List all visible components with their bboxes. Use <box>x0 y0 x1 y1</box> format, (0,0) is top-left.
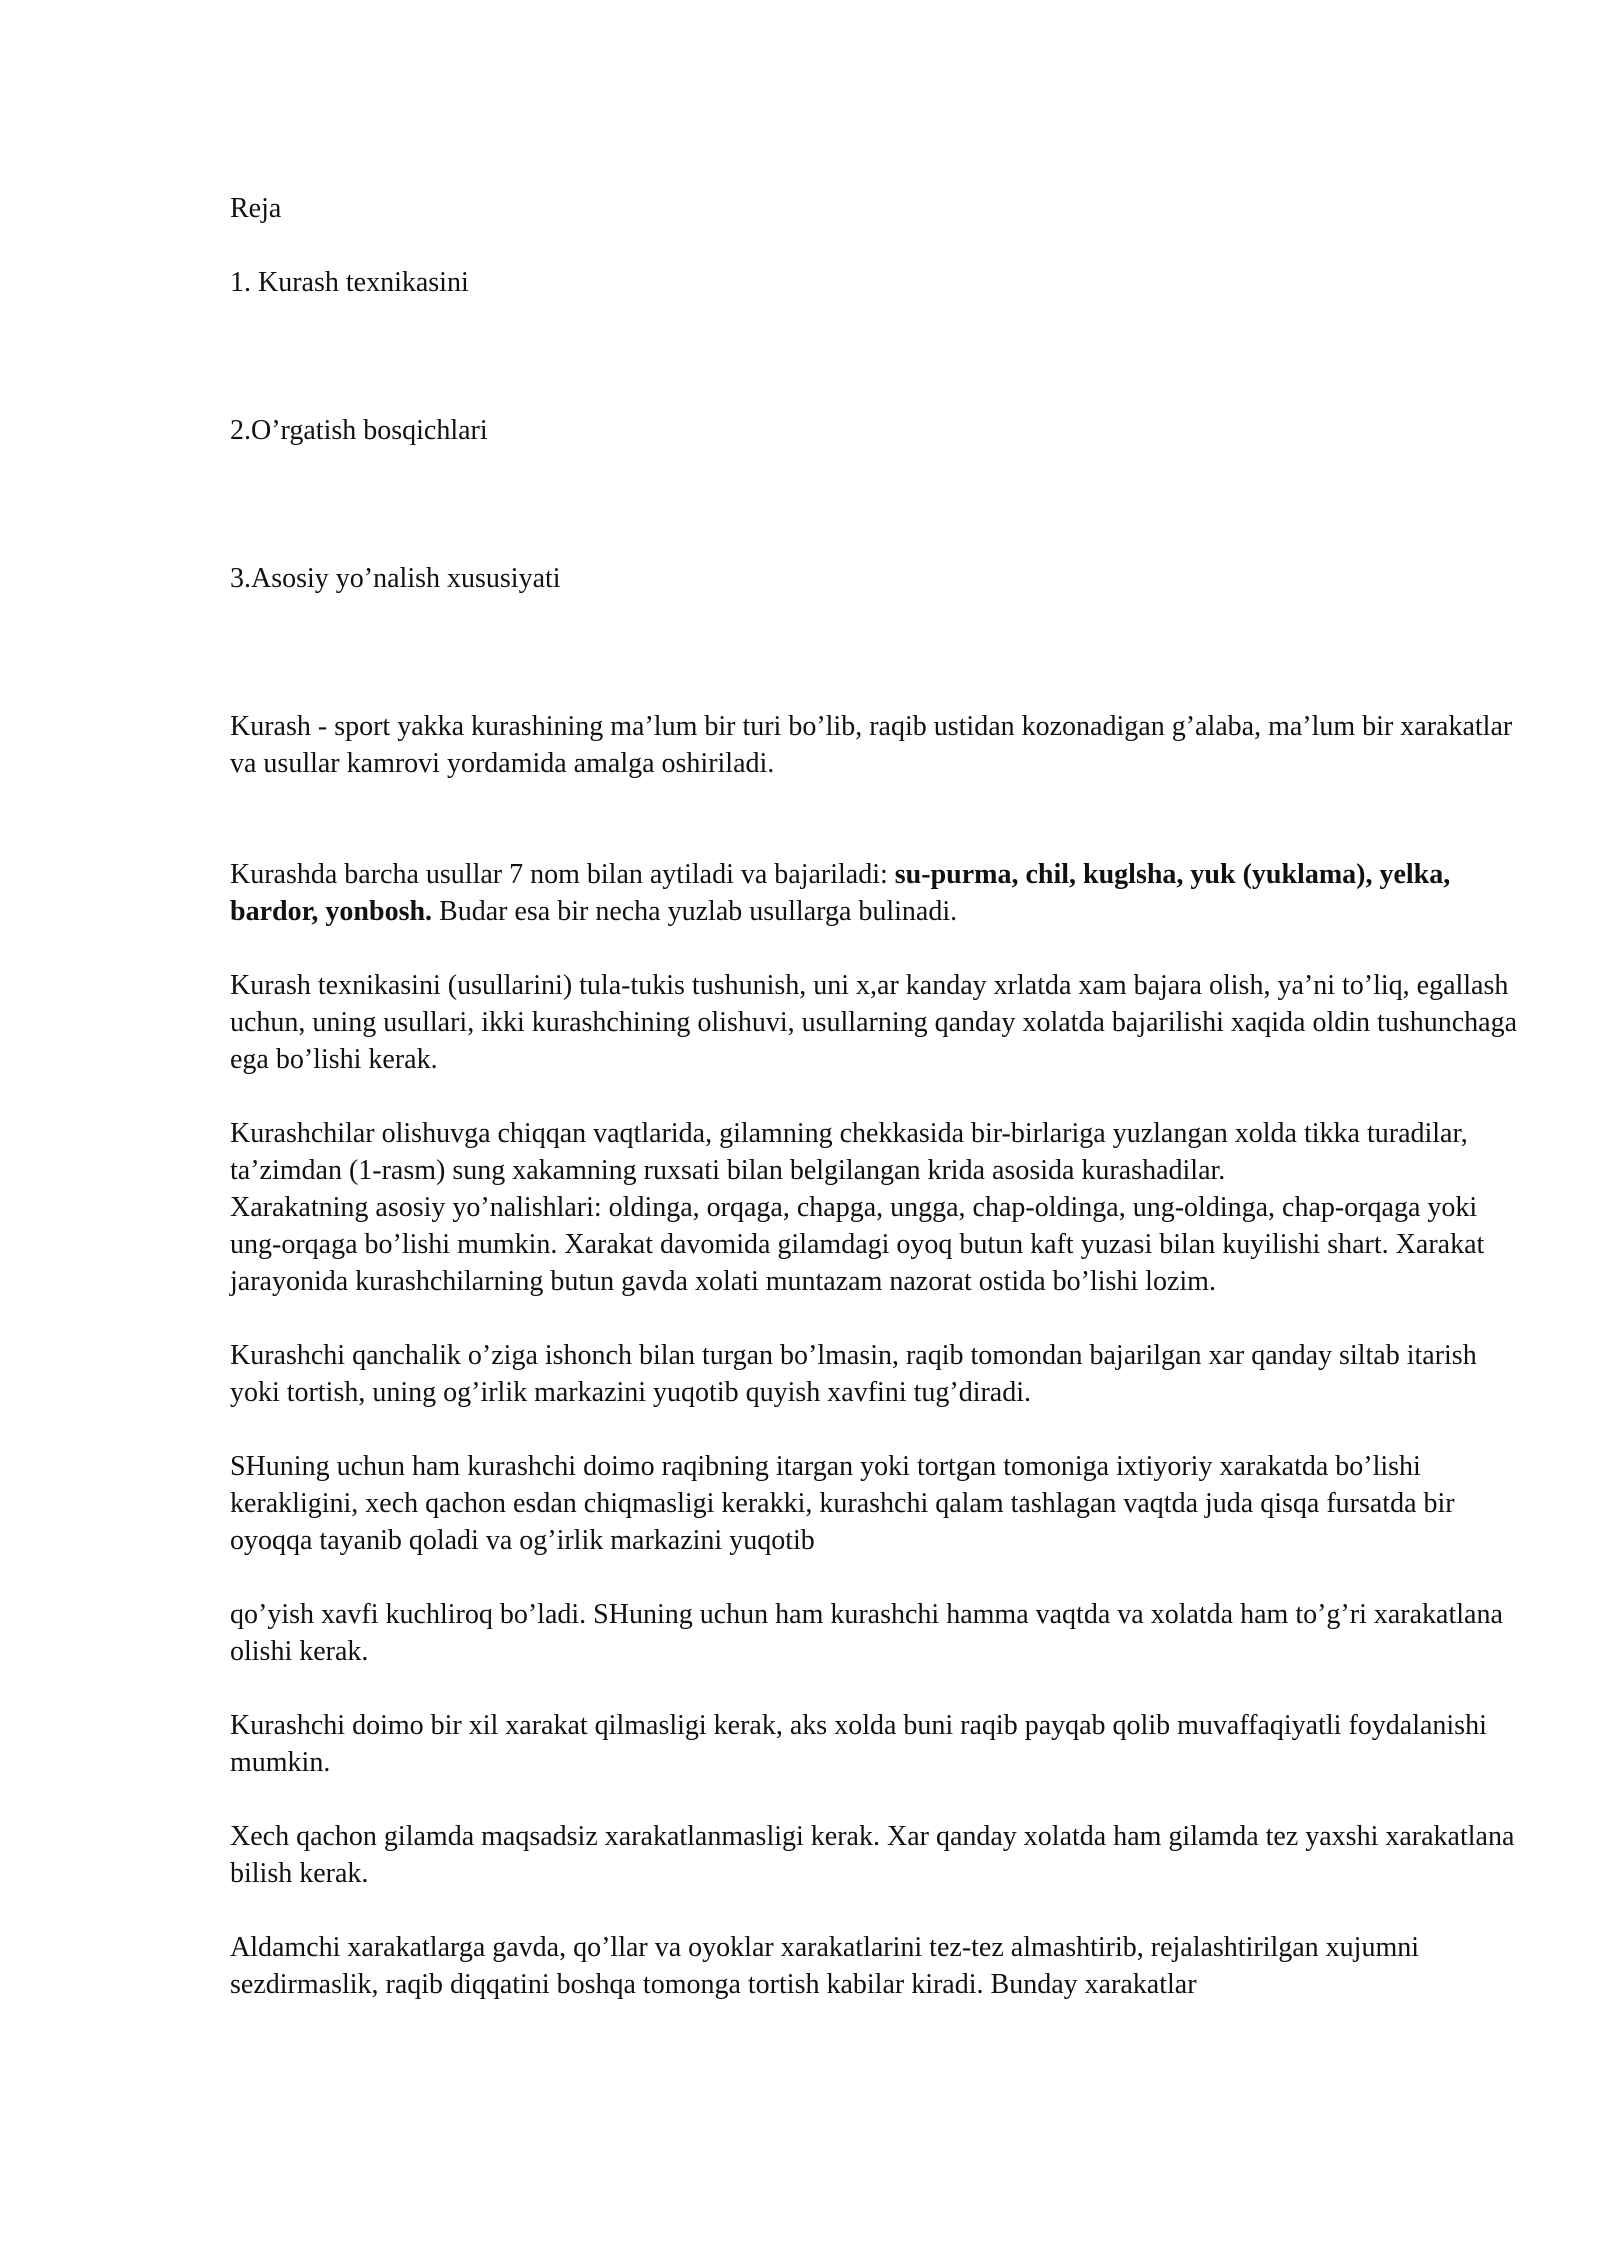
paragraph-2 <box>230 856 1530 930</box>
paragraph-4: Kurashchilar olishuvga chiqqan vaqtlarida, gilamning chekkasida bir-birlariga yuzlangan xolda tikka turadilar, ta’zimdan (1-rasm) sung xakamning ruxsati bilan belgilangan krida asosida kurashadilar. <box>230 1118 1468 1186</box>
paragraph-11: Aldamchi xarakatlarga gavda, qo’llar va oyoklar xarakatlarini tez-tez almashtirib, rejalashtirilgan xujumni sezdirmaslik, raqib diqqatini boshqa tomonga tortish kabilar kiradi. Bunday xarakatlar <box>230 1932 1420 2000</box>
paragraph-6: Kurashchi qanchalik o’ziga ishonch bilan turgan bo’lmasin, raqib tomondan bajarilgan xar qanday siltab itarish yoki tortish, uning og’irlik markazini yuqotib quyish xavfini tug’diradi. <box>230 1340 1477 1408</box>
paragraph-2-end: Budar esa bir necha yuzlab usullarga bulinadi. <box>432 896 958 927</box>
paragraph-5: Xarakatning asosiy yo’nalishlari: oldinga, orqaga, chapga, ungga, chap-oldinga, ung-oldinga, chap-orqaga yoki ung-orqaga bo’lishi mumkin. Xarakat davomida gilamdagi oyoq butun kaft yuzasi bilan kuyilishi shart. Xarakat jarayonida kurashchilarning butun gavda xolati muntazam nazorat ostida bo’lishi lozim. <box>230 1192 1485 1297</box>
paragraph-2-bold-terms: su-purma, chil, kuglsha, yuk (yuklama), yelka, bardor, yonbosh. <box>230 859 1451 927</box>
paragraph-3: Kurash texnikasini (usullarini) tula-tukis tushunish, uni x,ar kanday xrlatda xam bajara olish, ya’ni to’liq, egallash uchun, uning usullari, ikki kurashchining olishuvi, usullarning qanday xolatda bajarilishi xaqida oldin tushunchaga ega bo’lishi kerak. <box>230 970 1518 1075</box>
plan-title: Reja <box>230 193 282 224</box>
document-body <box>230 190 1530 2003</box>
paragraph-9: Kurashchi doimo bir xil xarakat qilmasligi kerak, aks xolda buni raqib payqab qolib muvaffaqiyatli foydalanishi mumkin. <box>230 1710 1487 1778</box>
paragraph-8: qo’yish xavfi kuchliroq bo’ladi. SHuning uchun ham kurashchi hamma vaqtda va xolatda ham to’g’ri xarakatlana olishi kerak. <box>230 1599 1503 1667</box>
plan-item-1: 1. Kurash texnikasini <box>230 267 469 298</box>
paragraph-10: Xech qachon gilamda maqsadsiz xarakatlanmasligi kerak. Xar qanday xolatda ham gilamda tez yaxshi xarakatlana bilish kerak. <box>230 1821 1515 1889</box>
paragraph-7: SHuning uchun ham kurashchi doimo raqibning itargan yoki tortgan tomoniga ixtiyoriy xarakatda bo’lishi kerakligini, xech qachon esdan chiqmasligi kerakki, kurashchi qalam tashlagan vaqtda juda qisqa fursatda bir oyoqqa tayanib qoladi va og’irlik markazini yuqotib <box>230 1451 1455 1556</box>
plan-item-3: 3.Asosiy yo’nalish xususiyati <box>230 563 561 594</box>
paragraph-2-start: Kurashda barcha usullar 7 nom bilan aytiladi va bajariladi: <box>230 859 895 890</box>
plan-item-2: 2.O’rgatish bosqichlari <box>230 415 488 446</box>
paragraph-1: Kurash - sport yakka kurashining ma’lum bir turi bo’lib, raqib ustidan kozonadigan g’alaba, ma’lum bir xarakatlar va usullar kamrovi yordamida amalga oshiriladi. <box>230 711 1513 779</box>
